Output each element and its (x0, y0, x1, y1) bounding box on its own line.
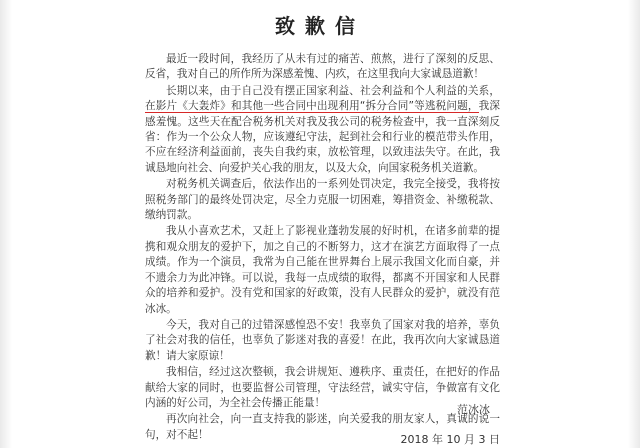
page-left-shadow (0, 0, 12, 448)
paragraph-text: 我从小喜欢艺术，又赶上了影视业蓬勃发展的好时机，在诸多前辈的提携和观众朋友的爱护下，加之自己的不断努力，这才在演艺方面取得了一点成绩。作为一个演员，我常为自己能在世界舞台上展示我国文化而自豪，并不遗余力为此冲锋。可以说，我每一点成绩的取得，都离不开国家和人民群众的培养和爱护。没有党和国家的好政策，没有人民群众的爱护，就没有范冰冰。 (145, 225, 500, 315)
paragraph-text: 对税务机关调查后，依法作出的一系列处罚决定，我完全接受，我将按照税务部门的最终处罚决定，尽全力克服一切困难，筹措资金、补缴税款、缴纳罚款。 (145, 178, 500, 222)
paragraph-text: 我深感羞愧。这些天在配合税务机关对我及我公司的税务检查中，我一直深刻反省：作为一个公众人物，应该遵纪守法，起到社会和行业的模范带头作用，不应在经济利益面前，丧失自我约束，放松管理，以致违法失守。在此，我诚恳地向社会、向爱护关心我的朋友，以及大众，向国家税务机关道歉。 (145, 100, 500, 174)
letter-date: 2018 年 10 月 3 日 (400, 433, 500, 446)
underlined-text: 在影片《大轰炸》和其他一些合同中出现利用“拆分合同”等逃税问题， (145, 100, 479, 113)
letter-paragraph (145, 177, 500, 223)
letter-body (145, 52, 500, 444)
paragraph-text: 今天，我对自己的过错深感惶恐不安！我辜负了国家对我的培养，辜负了社会对我的信任，也辜负了影迷对我的喜爱！在此，我再次向大家诚恳道歉！请大家原谅！ (145, 318, 500, 362)
page-right-shadow (628, 0, 640, 448)
letter-paragraph (145, 52, 500, 83)
letter-paragraph (145, 365, 500, 411)
paragraph-text: 最近一段时间，我经历了从未有过的痛苦、煎熬，进行了深刻的反思、反省，我对自己的所作所为深感羞愧、内疚，在这里我向大家诚恳道歉！ (145, 53, 500, 81)
letter-paragraph (145, 84, 500, 176)
paragraph-text: 我相信，经过这次整顿，我会讲规矩、遵秩序、重责任，在把好的作品献给大家的同时，也要监督公司管理，守法经营，诚实守信，争做富有文化内涵的好公司，为全社会传播正能量！ (145, 366, 500, 409)
letter-paragraph (145, 318, 500, 364)
letter-title: 致歉信 (275, 14, 365, 38)
paragraph-text: 再次向社会，向一直支持我的影迷，向关爱我的朋友家人，真诚的说一句，对不起！ (145, 413, 500, 441)
signature: 范冰冰 (457, 403, 490, 416)
letter-paragraph (145, 224, 500, 316)
paragraph-text: 长期以来，由于自己没有摆正国家利益、社会利益和个人利益的关系， (166, 84, 500, 97)
